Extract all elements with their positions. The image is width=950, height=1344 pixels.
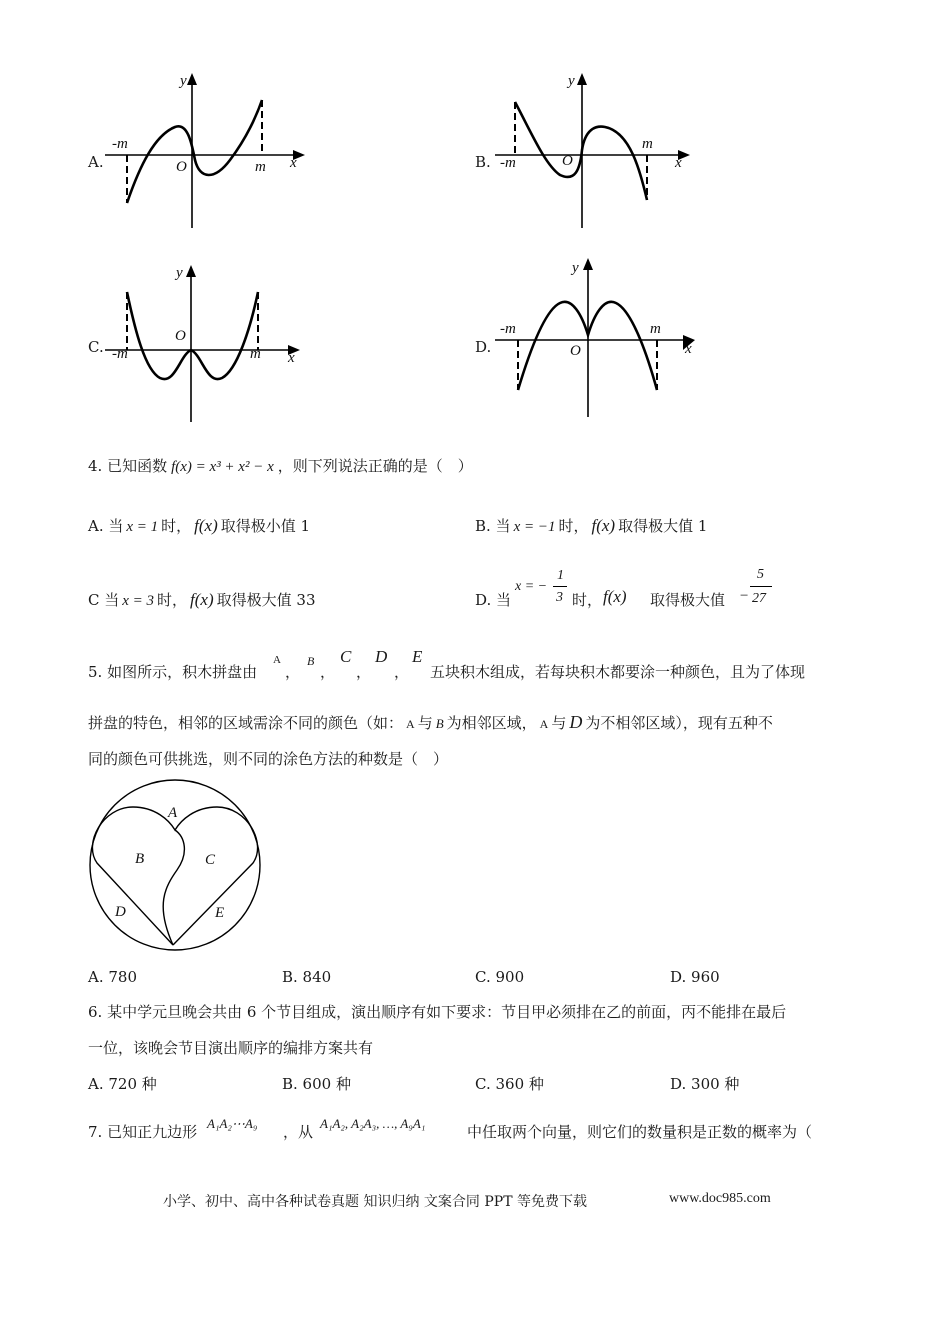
- fig-label-b: B: [135, 851, 145, 867]
- q5-line2: 拼盘的特色，相邻的区域需涂不同的颜色（如： A 与 B 为相邻区域， A 与 D 为不相邻区域），现有五种不: [88, 712, 773, 732]
- q5-option-a: A. 780: [88, 968, 137, 986]
- q7-mid: ，从: [283, 1123, 314, 1141]
- q5-line1-suffix: 五块积木组成，若每块积木都要涂一种颜色，且为了体现: [430, 663, 806, 681]
- q5-option-d: D. 960: [670, 968, 720, 986]
- q4-d-cond-den: 3: [556, 590, 563, 605]
- q4-option-d-prefix: D. 当: [475, 591, 512, 609]
- neg-m-label: -m: [500, 321, 516, 337]
- q4-option-a: A. 当 x = 1 时， f(x) 取得极小值 1: [88, 516, 311, 535]
- y-axis-label: y: [568, 73, 575, 89]
- q4-option-c: C 当 x = 3 时， f(x) 取得极大值 33: [88, 590, 316, 609]
- x-axis-label: x: [675, 155, 682, 171]
- q4-stem: 4. 已知函数 f(x) = x³ + x² − x ，则下列说法正确的是（ ）: [88, 457, 473, 475]
- q4-d-cond-fraction-bar: [553, 586, 567, 587]
- graph-a: [100, 70, 310, 234]
- q7-suffix: 中任取两个向量，则它们的数量积是正数的概率为（: [467, 1123, 813, 1141]
- x-axis-label: x: [685, 341, 692, 357]
- y-axis-label: y: [180, 73, 187, 89]
- q6-option-b: B. 600 种: [282, 1075, 351, 1093]
- graph-d: [490, 255, 700, 424]
- m-label: m: [642, 136, 653, 152]
- q5-line1-prefix: 5. 如图所示，积木拼盘由: [88, 663, 258, 681]
- fig-label-d: D: [115, 904, 126, 920]
- neg-m-label: -m: [112, 346, 128, 362]
- q5-block-b: B: [307, 654, 315, 668]
- q5-sep-3: ，: [356, 663, 372, 681]
- x-axis-label: x: [290, 155, 297, 171]
- q5-figure: [85, 775, 265, 959]
- option-d-label: D.: [475, 338, 492, 356]
- footer-text: 小学、初中、高中各种试卷真题 知识归纳 文案合同 PPT 等免费下载: [163, 1194, 587, 1210]
- q5-option-b: B. 840: [282, 968, 332, 986]
- option-a-label: A.: [88, 153, 104, 171]
- y-axis-label: y: [572, 260, 579, 276]
- q6-option-c: C. 360 种: [475, 1075, 544, 1093]
- footer-url[interactable]: www.doc985.com: [669, 1191, 771, 1206]
- q4-d-cond-lhs: x = −: [515, 579, 548, 594]
- q5-block-c: C: [340, 647, 352, 666]
- neg-m-label: -m: [500, 155, 516, 171]
- fig-label-e: E: [215, 905, 225, 921]
- q6-line2: 一位，该晚会节目演出顺序的编排方案共有: [88, 1039, 374, 1057]
- q6-line1: 6. 某中学元旦晚会共由 6 个节目组成，演出顺序有如下要求：节目甲必须排在乙的前面，丙不能排在最后: [88, 1003, 787, 1021]
- y-axis-label: y: [176, 265, 183, 281]
- m-label: m: [650, 321, 661, 337]
- q5-sep-4: ，: [394, 663, 410, 681]
- q7-prefix: 7. 已知正九边形: [88, 1123, 198, 1141]
- q4-d-val-fraction-bar: [750, 586, 772, 587]
- q5-line3: 同的颜色可供挑选，则不同的涂色方法的种数是（ ）: [88, 750, 449, 768]
- q4-d-val-num: 5: [757, 567, 764, 582]
- neg-m-label: -m: [112, 136, 128, 152]
- x-axis-label: x: [288, 350, 295, 366]
- q7-polygon: A₁A₂⋯A₉: [207, 1116, 258, 1131]
- q5-sep-1: ，: [285, 663, 301, 681]
- q5-block-a: A: [273, 654, 281, 666]
- q4-d-val-den: 27: [752, 591, 766, 606]
- q5-block-e: E: [412, 647, 423, 666]
- origin-label: O: [562, 153, 573, 169]
- fig-label-a: A: [168, 805, 178, 821]
- q5-option-c: C. 900: [475, 968, 525, 986]
- m-label: m: [250, 346, 261, 362]
- q4-d-mid: 时，: [572, 591, 603, 609]
- q6-option-d: D. 300 种: [670, 1075, 740, 1093]
- q5-block-d: D: [375, 647, 388, 666]
- q6-option-a: A. 720 种: [88, 1075, 157, 1093]
- graph-b: [490, 70, 700, 234]
- q4-d-text: 取得极大值: [650, 591, 726, 609]
- m-label: m: [255, 159, 266, 175]
- origin-label: O: [175, 328, 186, 344]
- q4-d-fx: f(x): [603, 587, 627, 606]
- q4-d-cond-num: 1: [557, 568, 564, 583]
- option-c-label: C.: [88, 338, 104, 356]
- origin-label: O: [570, 343, 581, 359]
- q7-vectors: A₁A₂, A₂A₃, …, A₉A₁: [320, 1116, 426, 1131]
- q4-d-val-sign: −: [739, 588, 750, 604]
- fig-label-c: C: [205, 852, 216, 868]
- graph-c: [100, 260, 310, 429]
- option-b-label: B.: [475, 153, 491, 171]
- origin-label: O: [176, 159, 187, 175]
- q4-option-b: B. 当 x = −1 时， f(x) 取得极大值 1: [475, 516, 708, 535]
- q5-sep-2: ，: [320, 663, 336, 681]
